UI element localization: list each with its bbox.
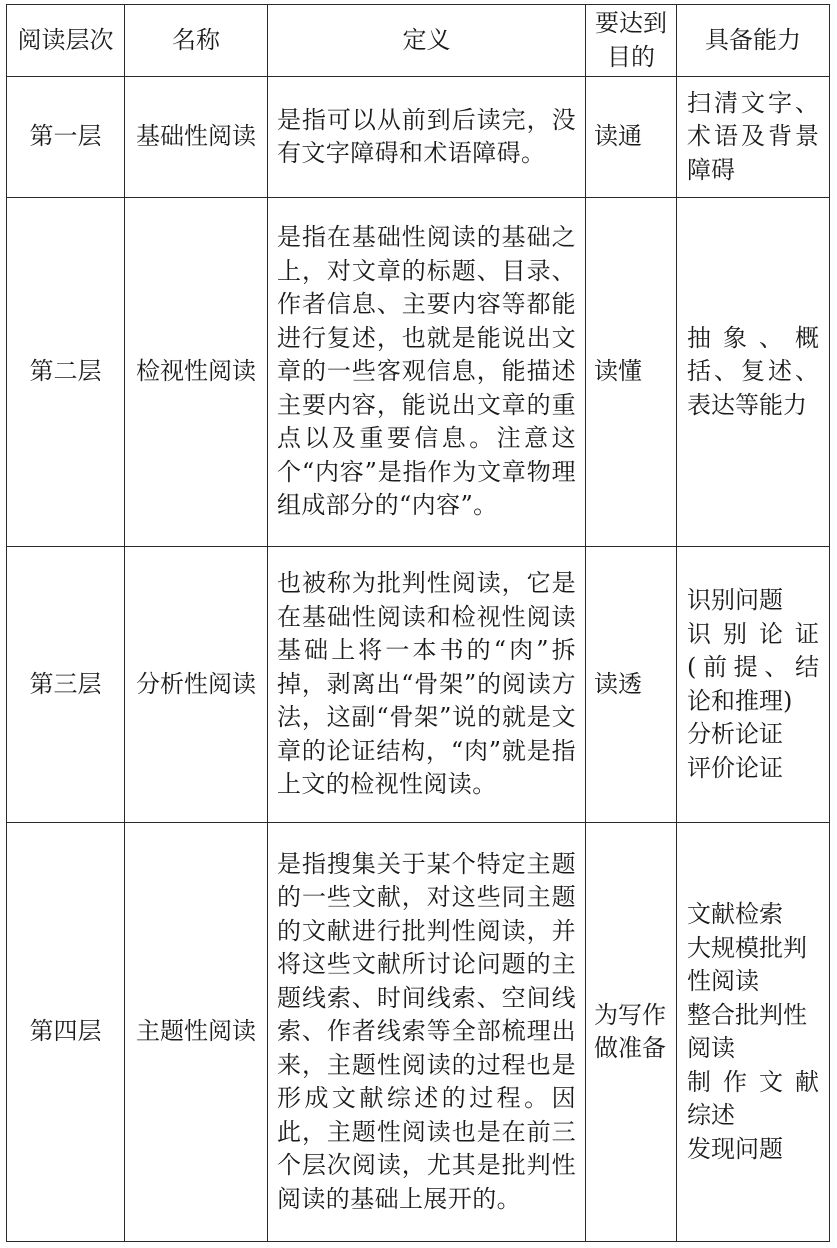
ability-cell xyxy=(677,823,830,1242)
name-cell: 主题性阅读 xyxy=(125,823,268,1242)
goal-line: 做准备 xyxy=(594,1034,666,1062)
level-cell: 第四层 xyxy=(7,823,125,1242)
reading-levels-table xyxy=(6,4,830,1242)
goal-cell xyxy=(586,77,677,198)
ability-line: 大规模批判 xyxy=(687,933,807,962)
ability-line: 制作文献 xyxy=(687,1067,819,1096)
ability-cell xyxy=(677,77,830,198)
definition-cell: 也被称为批判性阅读，它是在基础性阅读和检视性阅读基础上将一本书的“肉”拆掉，剥离出“骨架”的阅读方法，这副“骨架”说的就是文章的论证结构，“肉”就是指上文的检视性阅读。 xyxy=(268,547,586,823)
goal-cell xyxy=(586,823,677,1242)
name-cell: 基础性阅读 xyxy=(125,77,268,198)
ability-line: 性阅读 xyxy=(687,967,759,995)
goal-line: 读懂 xyxy=(594,357,642,386)
header-goal-line: 要达到 xyxy=(595,9,667,37)
header-ability: 具备能力 xyxy=(677,5,830,77)
header-name: 名称 xyxy=(125,5,268,77)
ability-line: 评价论证 xyxy=(687,753,783,782)
goal-line: 读透 xyxy=(594,669,642,698)
table-row xyxy=(7,547,830,823)
name-cell: 检视性阅读 xyxy=(125,198,268,547)
ability-line: (前提、结 xyxy=(687,653,819,681)
ability-line: 阅读 xyxy=(687,1034,735,1062)
ability-line: 分析论证 xyxy=(687,720,783,748)
table-header-row xyxy=(7,5,830,77)
table-row xyxy=(7,198,830,547)
ability-line: 识别论证 xyxy=(687,619,819,648)
ability-line: 扫清文字、 xyxy=(687,88,819,117)
header-level: 阅读层次 xyxy=(7,5,125,77)
goal-line: 为写作 xyxy=(594,1000,666,1029)
ability-line: 发现问题 xyxy=(687,1134,783,1163)
definition-cell: 是指可以从前到后读完，没有文字障碍和术语障碍。 xyxy=(268,77,586,198)
ability-line: 识别问题 xyxy=(687,586,783,614)
goal-cell xyxy=(586,198,677,547)
ability-line: 术语及背景 xyxy=(687,122,819,151)
ability-line: 整合批判性 xyxy=(687,1000,807,1029)
table-row xyxy=(7,823,830,1242)
ability-cell xyxy=(677,198,830,547)
header-goal-line: 目的 xyxy=(607,42,655,71)
ability-line: 障碍 xyxy=(687,155,735,184)
name-cell: 分析性阅读 xyxy=(125,547,268,823)
level-cell: 第二层 xyxy=(7,198,125,547)
table-row xyxy=(7,77,830,198)
ability-line: 文献检索 xyxy=(687,900,783,928)
ability-line: 抽象、概 xyxy=(687,323,819,352)
ability-line: 论和推理) xyxy=(687,686,793,715)
ability-line: 表达等能力 xyxy=(687,390,807,419)
definition-cell: 是指在基础性阅读的基础之上，对文章的标题、目录、作者信息、主要内容等都能进行复述，也就是能说出文章的一些客观信息，能描述主要内容，能说出文章的重点以及重要信息。注意这个“内容”是指作为文章物理组成部分的“内容”。 xyxy=(268,198,586,547)
ability-line: 综述 xyxy=(687,1101,735,1129)
header-goal xyxy=(586,5,677,77)
goal-cell xyxy=(586,547,677,823)
reading-levels-table-page xyxy=(6,4,829,1240)
level-cell: 第一层 xyxy=(7,77,125,198)
definition-cell: 是指搜集关于某个特定主题的一些文献，对这些同主题的文献进行批判性阅读，并将这些文献所讨论问题的主题线索、时间线索、空间线索、作者线索等全部梳理出来，主题性阅读的过程也是形成文献综述的过程。因此，主题性阅读也是在前三个层次阅读，尤其是批判性阅读的基础上展开的。 xyxy=(268,823,586,1242)
ability-line: 括、复述、 xyxy=(687,357,819,386)
level-cell: 第三层 xyxy=(7,547,125,823)
goal-line: 读通 xyxy=(594,122,642,151)
ability-cell xyxy=(677,547,830,823)
header-definition: 定义 xyxy=(268,5,586,77)
